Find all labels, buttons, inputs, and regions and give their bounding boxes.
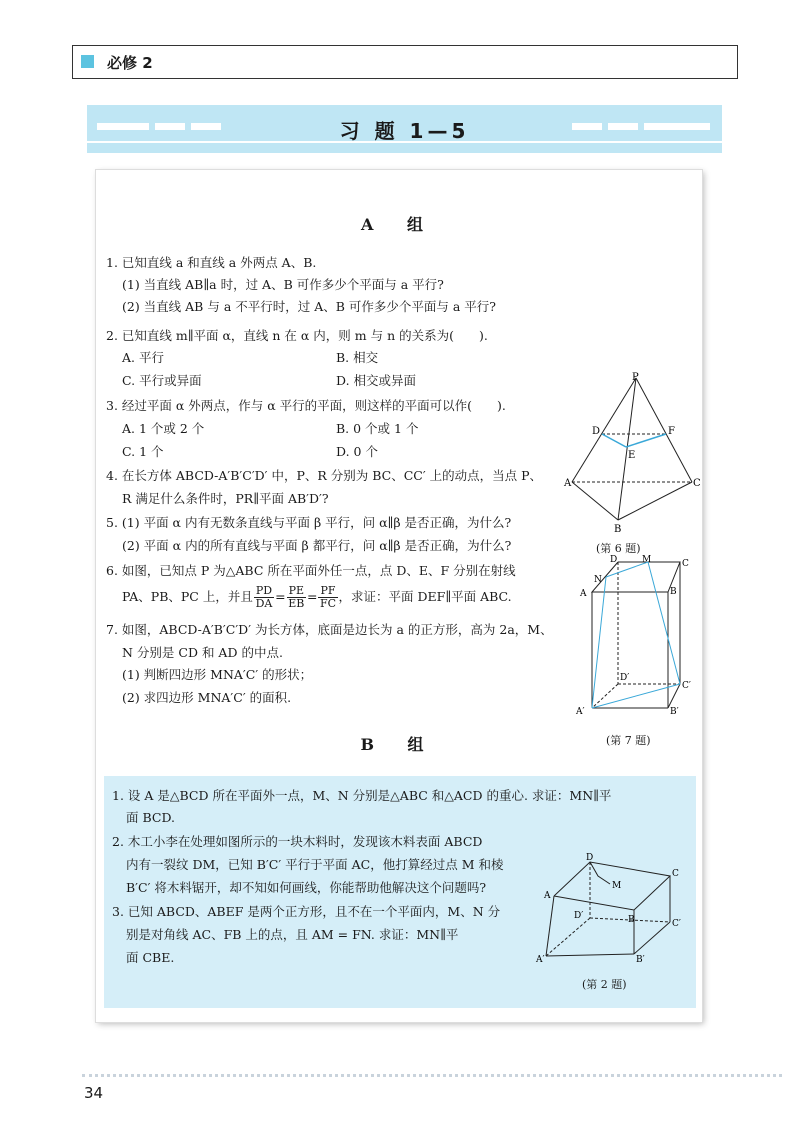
b2-stem-cont1: 内有一裂纹 DM，已知 B′C′ 平行于平面 AC，他打算经过点 M 和棱 xyxy=(126,857,504,872)
label-b: B xyxy=(628,915,635,925)
q3-option-c: C. 1 个 xyxy=(122,444,164,459)
q7-part1: (1) 判断四边形 MNA′C′ 的形状； xyxy=(122,667,313,682)
figure-b2-wood-block xyxy=(534,852,684,964)
label-f: F xyxy=(668,426,675,437)
label-b: B xyxy=(614,524,622,535)
header-square-icon xyxy=(81,55,94,68)
q3-option-d: D. 0 个 xyxy=(336,444,378,459)
label-a: A xyxy=(544,891,551,901)
q6-stem-cont: PA、PB、PC 上，并且 $\frac{PD}{DA}$ = $\frac{PE}{EB}$ = $\frac{PF}{FC}$ ，求证：平面 DEF∥平面 ABC. xyxy=(122,584,512,610)
frac-pd-da: $\frac{PD}{DA}$ xyxy=(255,584,273,610)
label-m: M xyxy=(642,555,652,565)
label-p: P xyxy=(632,372,639,383)
page-number: 34 xyxy=(84,1084,104,1102)
figure-q6-caption: (第 6 题) xyxy=(596,542,641,555)
q1-part1: (1) 当直线 AB∥a 时，过 A、B 可作多少个平面与 a 平行? xyxy=(122,277,444,292)
frac-pe-eb: $\frac{PE}{EB}$ xyxy=(288,584,305,610)
label-c-prime: C′ xyxy=(672,919,681,929)
q3-option-b: B. 0 个或 1 个 xyxy=(336,421,419,436)
figure-q7-caption: (第 7 题) xyxy=(606,734,651,747)
running-header xyxy=(72,45,738,79)
label-n: N xyxy=(594,575,602,585)
q7-stem-cont: N 分别是 CD 和 AD 的中点. xyxy=(122,645,283,660)
b3-stem: 3. 已知 ABCD、ABEF 是两个正方形，且不在一个平面内，M、N 分 xyxy=(112,904,501,919)
frac-pf-fc: $\frac{PF}{FC}$ xyxy=(319,584,337,610)
q3-option-a: A. 1 个或 2 个 xyxy=(122,421,205,436)
header-label: 必修 2 xyxy=(107,54,153,72)
label-c: C xyxy=(682,559,689,569)
b2-stem-cont2: B′C′ 将木料锯开，却不知如何画线，你能帮助他解决这个问题吗? xyxy=(126,880,487,895)
group-a-title: A 组 xyxy=(361,215,437,234)
q7-part2: (2) 求四边形 MNA′C′ 的面积. xyxy=(122,690,292,705)
q2-option-b: B. 相交 xyxy=(336,350,379,365)
label-d-prime: D′ xyxy=(620,673,630,683)
b1-stem: 1. 设 A 是△BCD 所在平面外一点，M、N 分别是△ABC 和△ACD 的重心. 求证：MN∥平 xyxy=(112,788,612,803)
label-m: M xyxy=(612,881,622,891)
q7-stem: 7. 如图，ABCD-A′B′C′D′ 为长方体，底面是边长为 a 的正方形，高为 2a，M、 xyxy=(106,622,553,637)
footer-divider xyxy=(82,1074,782,1077)
q2-option-d: D. 相交或异面 xyxy=(336,373,417,388)
exercise-title-band xyxy=(87,105,722,153)
q2-option-c: C. 平行或异面 xyxy=(122,373,202,388)
label-b-prime: B′ xyxy=(636,955,645,965)
q2-stem: 2. 已知直线 m∥平面 α，直线 n 在 α 内，则 m 与 n 的关系为( ). xyxy=(106,328,488,343)
q5-part2: (2) 平面 α 内的所有直线与平面 β 都平行，问 α∥β 是否正确，为什么? xyxy=(122,538,512,553)
label-c: C xyxy=(672,869,679,879)
label-a-prime: A′ xyxy=(536,955,545,965)
label-d: D xyxy=(610,555,618,565)
label-a-prime: A′ xyxy=(576,707,585,717)
q4-stem: 4. 在长方体 ABCD-A′B′C′D′ 中，P、R 分别为 BC、CC′ 上的动点，当点 P、 xyxy=(106,468,543,483)
label-a: A xyxy=(580,589,587,599)
label-a: A xyxy=(564,478,572,489)
b2-stem: 2. 木工小李在处理如图所示的一块木料时，发现该木料表面 ABCD xyxy=(112,834,483,849)
b1-stem-cont: 面 BCD. xyxy=(126,810,176,825)
label-c: C xyxy=(693,478,701,489)
q1-part2: (2) 当直线 AB 与 a 不平行时，过 A、B 可作多少个平面与 a 平行? xyxy=(122,299,496,314)
q4-stem-cont: R 满足什么条件时，PR∥平面 AB′D′? xyxy=(122,491,329,506)
q2-option-a: A. 平行 xyxy=(122,350,164,365)
b3-stem-cont2: 面 CBE. xyxy=(126,950,175,965)
label-e: E xyxy=(628,450,636,461)
group-b-title: B 组 xyxy=(360,735,438,754)
label-d-prime: D′ xyxy=(574,911,584,921)
q3-stem: 3. 经过平面 α 外两点，作与 α 平行的平面，则这样的平面可以作( ). xyxy=(106,398,506,413)
label-d: D xyxy=(592,426,601,437)
group-b-panel xyxy=(104,776,696,1008)
label-b: B xyxy=(670,587,677,597)
figure-q6-pyramid xyxy=(564,372,699,547)
label-b-prime: B′ xyxy=(670,707,679,717)
b3-stem-cont1: 别是对角线 AC、FB 上的点，且 AM = FN. 求证：MN∥平 xyxy=(126,927,459,942)
figure-q7-box xyxy=(572,555,700,718)
label-d: D xyxy=(586,853,594,863)
q6-stem: 6. 如图，已知点 P 为△ABC 所在平面外任一点，点 D、E、F 分别在射线 xyxy=(106,563,516,578)
exercise-title: 习 题 1—5 xyxy=(339,119,470,143)
q1-stem: 1. 已知直线 a 和直线 a 外两点 A、B. xyxy=(106,255,317,270)
q5-part1: 5. (1) 平面 α 内有无数条直线与平面 β 平行，问 α∥β 是否正确，为什么? xyxy=(106,515,512,530)
figure-b2-caption: (第 2 题) xyxy=(582,978,627,991)
label-c-prime: C′ xyxy=(682,681,691,691)
